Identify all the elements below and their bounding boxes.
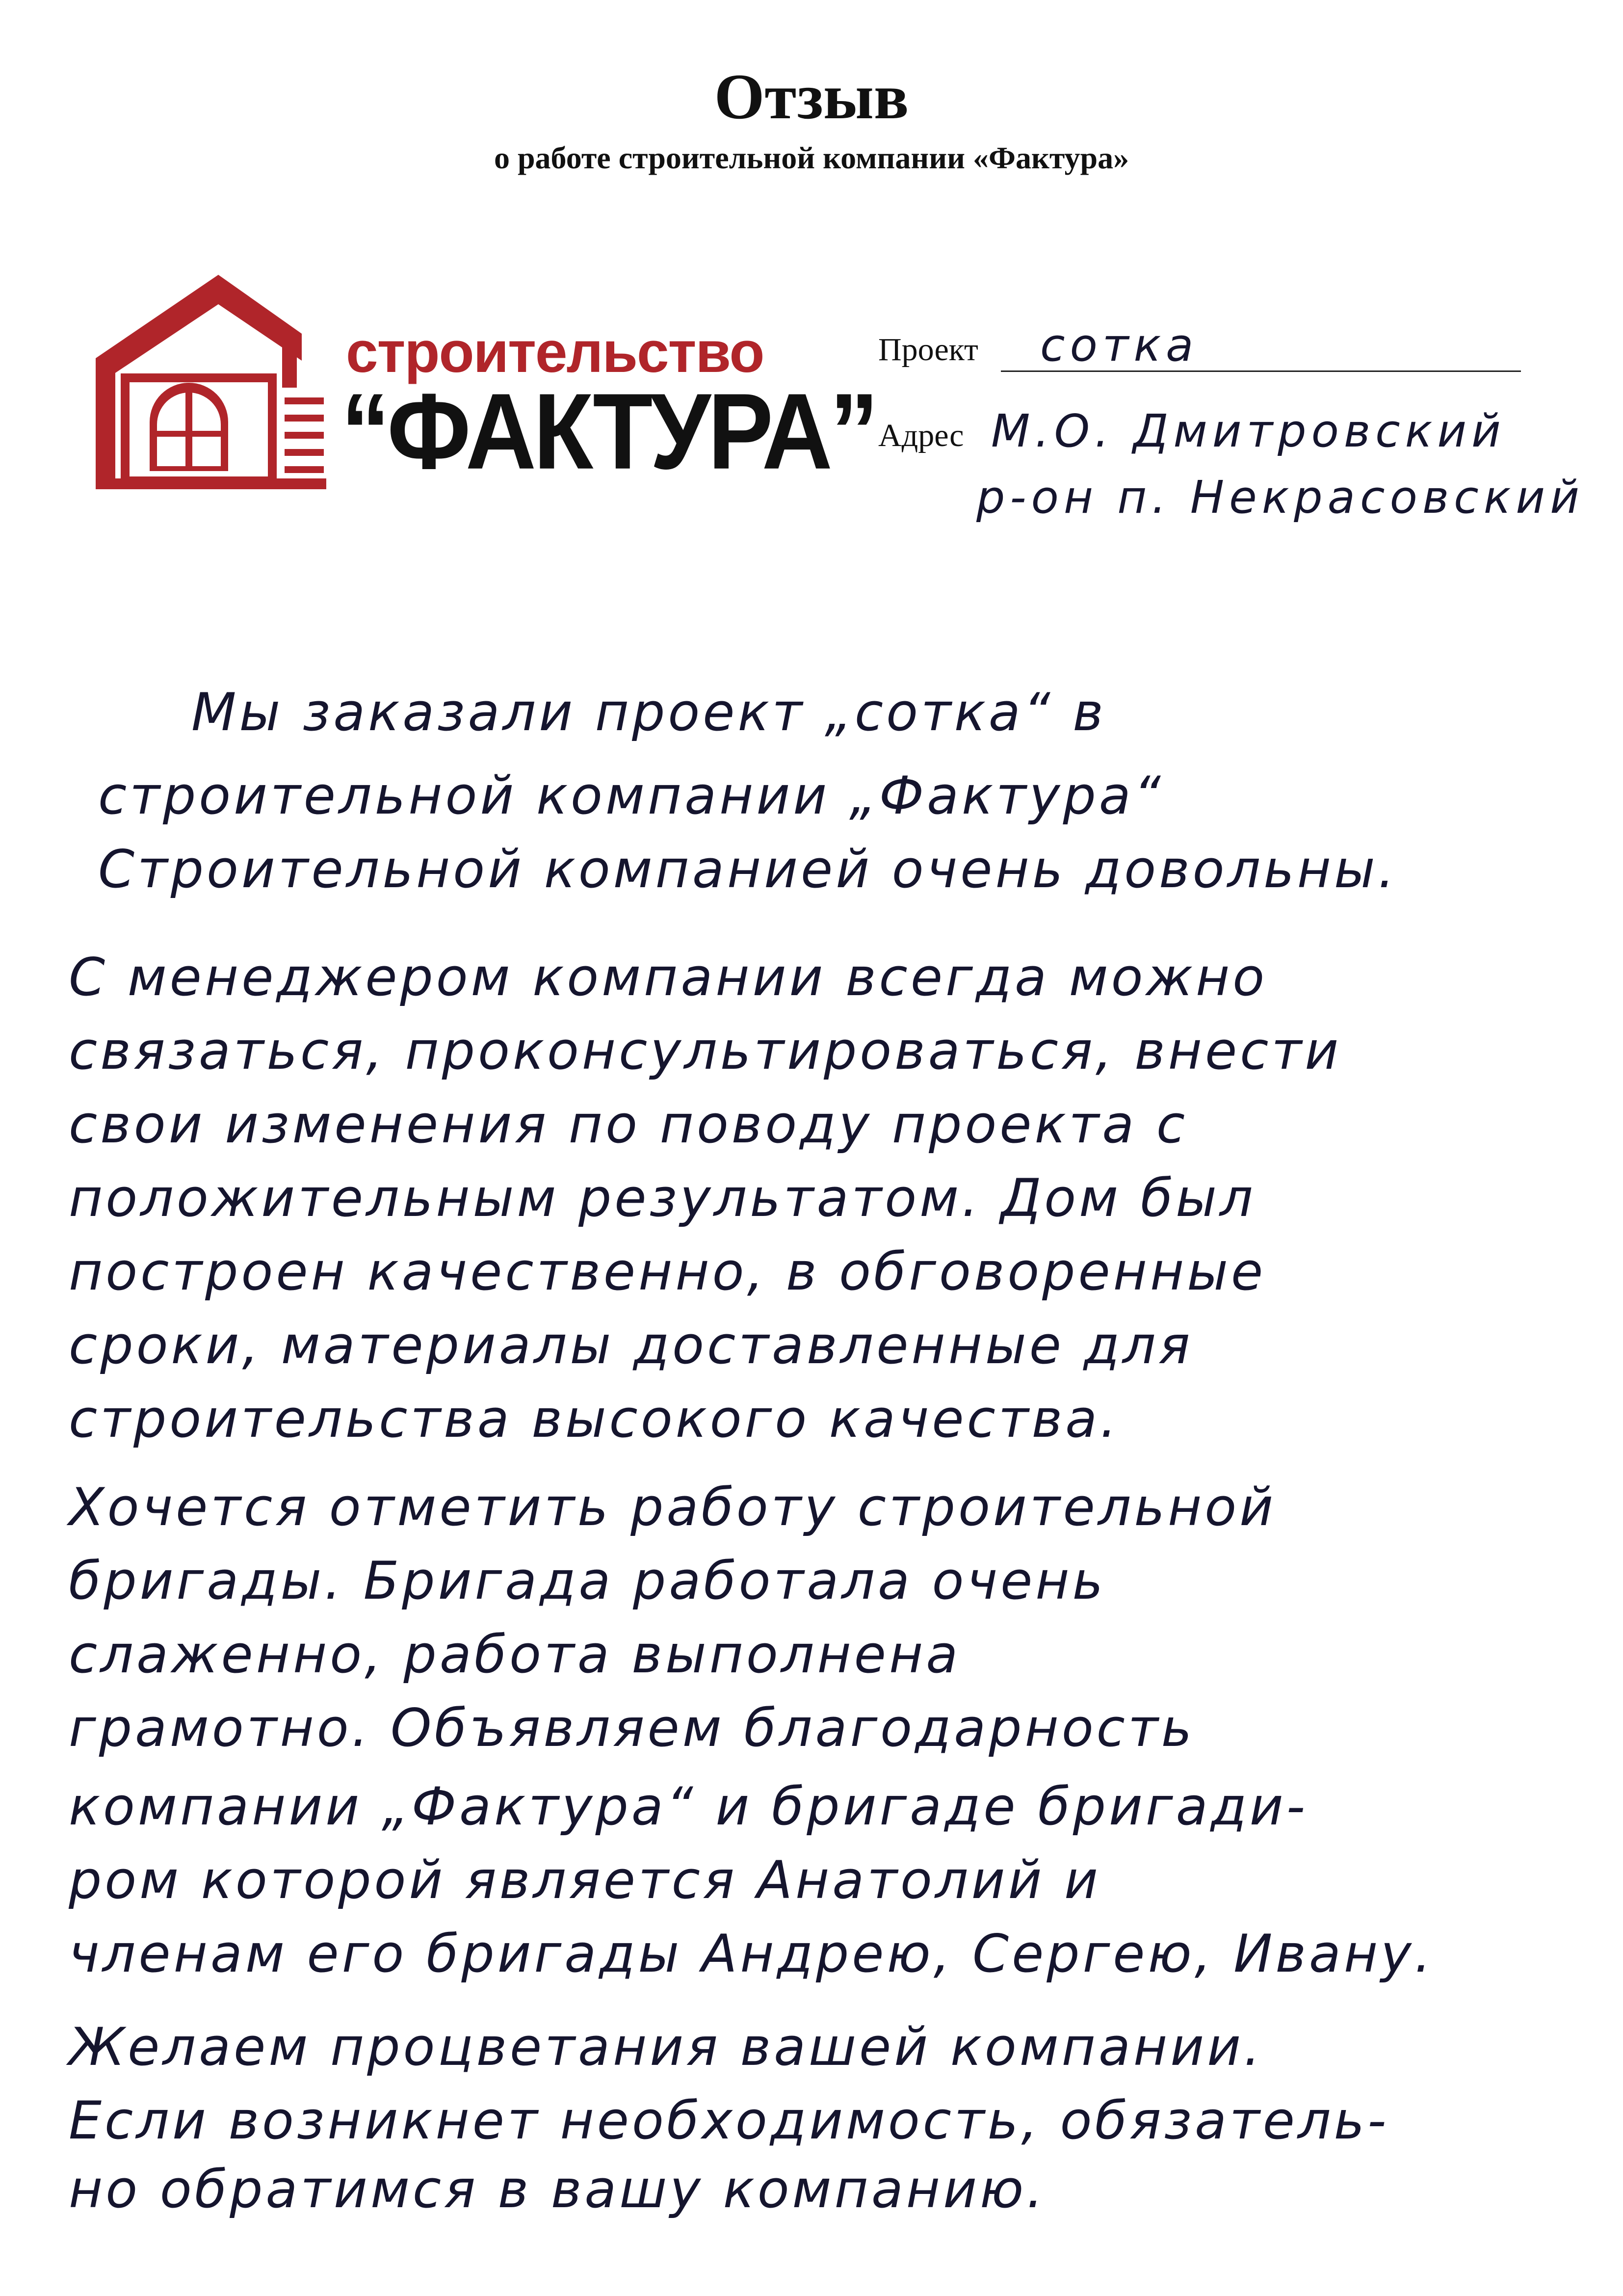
review-line: Желаем процветания вашей компании.	[69, 2017, 1263, 2077]
page-subtitle: о работе строительной компании «Фактура»	[494, 140, 1129, 175]
project-label: Проект	[878, 332, 978, 368]
review-line: Если возникнет необходимость, обязатель-	[69, 2090, 1389, 2151]
page-title: Отзыв	[714, 60, 909, 132]
project-value: сотка	[1040, 319, 1199, 371]
review-line: бригады. Бригада работала очень	[69, 1551, 1106, 1611]
logo-word-main: “ФАКТУРА”	[341, 371, 876, 492]
review-line: Строительной компанией очень довольны.	[98, 839, 1398, 899]
review-line: членам его бригады Андрею, Сергею, Ивану.	[69, 1924, 1434, 1984]
review-line: построен качественно, в обговоренные	[69, 1241, 1266, 1302]
review-line: компании „Фактура“ и бригаде бригади-	[69, 1776, 1308, 1837]
review-line: сроки, материалы доставленные для	[69, 1315, 1193, 1375]
address-value-line1: М.О. Дмитровский	[991, 405, 1506, 457]
review-line: ром которой является Анатолий и	[69, 1850, 1101, 1910]
review-line: Хочется отметить работу строительной	[69, 1477, 1277, 1537]
logo-word-top: строительство	[346, 320, 764, 385]
house-icon	[96, 275, 351, 491]
company-logo	[96, 275, 876, 492]
review-line: связаться, проконсультироваться, внести	[69, 1021, 1342, 1081]
address-label: Адрес	[878, 418, 964, 453]
review-line: свои изменения по поводу проекта с	[69, 1094, 1188, 1155]
review-line: С менеджером компании всегда можно	[69, 947, 1268, 1007]
review-line: но обратимся в вашу компанию.	[69, 2159, 1046, 2219]
review-line: положительным результатом. Дом был	[69, 1168, 1256, 1228]
review-line: строительства высокого качества.	[69, 1389, 1120, 1449]
review-line: грамотно. Объявляем благодарность	[69, 1698, 1195, 1758]
review-line: слаженно, работа выполнена	[69, 1624, 961, 1685]
review-line: Мы заказали проект „сотка“ в	[191, 682, 1106, 742]
address-value-line2: р-он п. Некрасовский	[976, 471, 1584, 524]
review-line: строительной компании „Фактура“	[98, 765, 1164, 826]
